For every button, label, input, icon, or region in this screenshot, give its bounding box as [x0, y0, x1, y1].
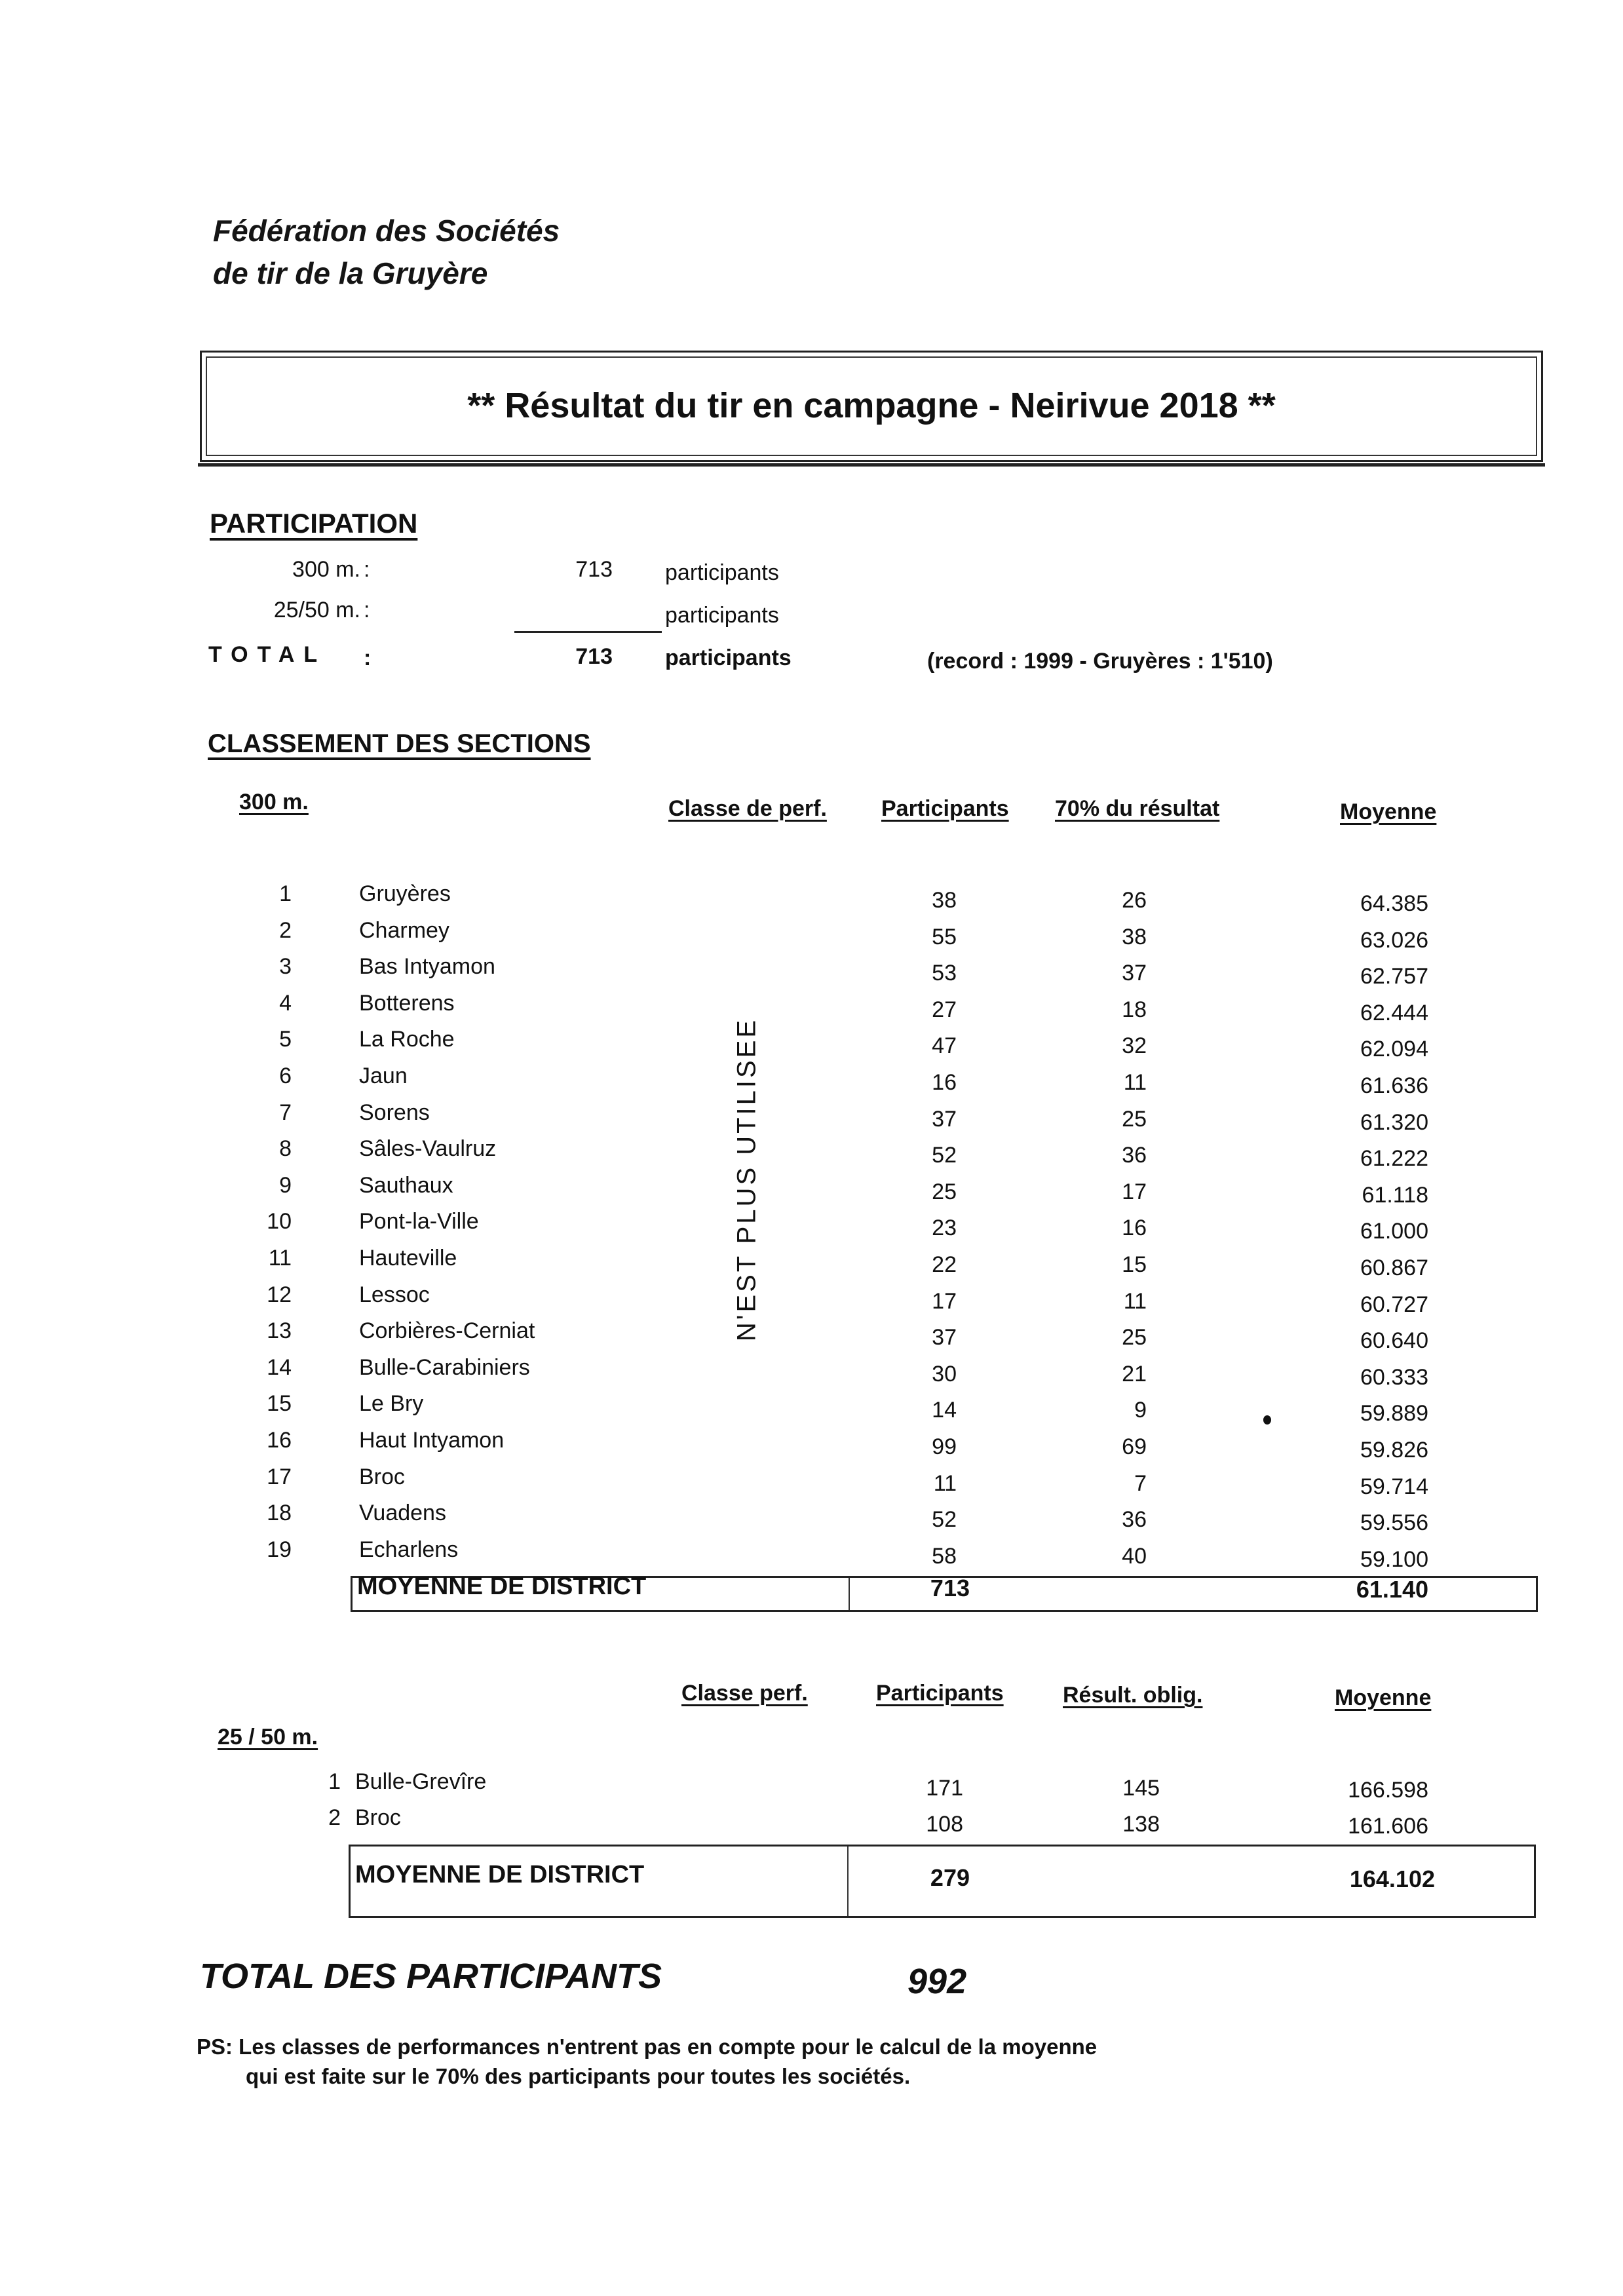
participation-total-colon: : — [364, 645, 372, 670]
participants-value: 52 — [932, 1507, 957, 1532]
section-name: Bulle-Grevîre — [355, 1769, 487, 1794]
stray-mark — [1263, 1415, 1271, 1425]
pct70-value: 7 — [1134, 1471, 1147, 1496]
section-name: Vuadens — [359, 1501, 446, 1525]
moyenne-value: 166.598 — [1348, 1778, 1428, 1803]
participation-300-label: 300 m. — [292, 557, 360, 582]
moyenne-value: 61.000 — [1360, 1219, 1428, 1244]
participation-total-value: 713 — [575, 644, 613, 669]
participants-value: 55 — [932, 925, 957, 949]
organization-name-line1: Fédération des Sociétés — [213, 214, 560, 248]
moyenne-value: 59.826 — [1360, 1438, 1428, 1463]
rank: 9 — [279, 1173, 292, 1198]
pct70-value: 18 — [1122, 997, 1147, 1022]
section-name: Charmey — [359, 918, 449, 943]
participation-total-label: TOTAL — [208, 642, 327, 667]
rank: 3 — [279, 954, 292, 979]
moyenne-value: 61.222 — [1360, 1146, 1428, 1171]
pct70-value: 38 — [1122, 925, 1147, 949]
organization-name-line2: de tir de la Gruyère — [213, 256, 488, 290]
participation-2550-colon: : — [364, 598, 370, 622]
rank: 18 — [267, 1501, 292, 1525]
rank: 1 — [328, 1769, 341, 1794]
section-300-label: 300 m. — [239, 790, 309, 814]
moyenne-value: 60.867 — [1360, 1255, 1428, 1280]
section-name: Broc — [355, 1805, 401, 1830]
classement-heading: CLASSEMENT DES SECTIONS — [208, 729, 591, 758]
rank: 1 — [279, 881, 292, 906]
section-name: Botterens — [359, 991, 455, 1016]
rank: 19 — [267, 1537, 292, 1562]
grand-total-label: TOTAL DES PARTICIPANTS — [200, 1957, 662, 1996]
record-note: (record : 1999 - Gruyères : 1'510) — [927, 649, 1273, 674]
moyenne-value: 59.100 — [1360, 1547, 1428, 1572]
pct70-value: 21 — [1122, 1362, 1147, 1387]
column-header-70pct: 70% du résultat — [1055, 796, 1220, 821]
column-header-2550-classe: Classe perf. — [681, 1681, 808, 1706]
rank: 8 — [279, 1136, 292, 1161]
column-header-2550-participants: Participants — [876, 1681, 1004, 1706]
moyenne-value: 61.320 — [1360, 1110, 1428, 1135]
pct70-value: 32 — [1122, 1033, 1147, 1058]
participants-value: 16 — [932, 1070, 957, 1095]
moyenne-value: 62.094 — [1360, 1037, 1428, 1062]
column-header-2550-moyenne: Moyenne — [1335, 1685, 1432, 1710]
participation-300-colon: : — [364, 557, 370, 582]
moyenne-value: 62.444 — [1360, 1001, 1428, 1025]
pct70-value: 9 — [1134, 1398, 1147, 1423]
section-name: Le Bry — [359, 1391, 424, 1416]
participants-value: 11 — [933, 1471, 957, 1496]
rank: 14 — [267, 1355, 292, 1380]
section-name: Haut Intyamon — [359, 1428, 505, 1453]
section-name: Sorens — [359, 1100, 430, 1125]
section-name: Sauthaux — [359, 1173, 453, 1198]
district-average-300-label: MOYENNE DE DISTRICT — [357, 1573, 647, 1600]
pct70-value: 36 — [1122, 1143, 1147, 1168]
participants-value: 25 — [932, 1179, 957, 1204]
pct70-value: 37 — [1122, 961, 1147, 985]
participants-value: 37 — [932, 1107, 957, 1132]
section-name: Corbières-Cerniat — [359, 1318, 535, 1343]
participation-300-unit: participants — [665, 560, 779, 585]
moyenne-value: 59.714 — [1360, 1474, 1428, 1499]
participation-300-value: 713 — [575, 557, 613, 582]
pct70-value: 25 — [1122, 1107, 1147, 1132]
participation-heading: PARTICIPATION — [210, 508, 418, 539]
participants-value: 99 — [932, 1434, 957, 1459]
moyenne-value: 62.757 — [1360, 964, 1428, 989]
rank: 12 — [267, 1282, 292, 1307]
section-name: Bas Intyamon — [359, 954, 495, 979]
district-average-2550-label: MOYENNE DE DISTRICT — [355, 1861, 645, 1888]
moyenne-value: 59.556 — [1360, 1510, 1428, 1535]
rank: 13 — [267, 1318, 292, 1343]
rank: 17 — [267, 1464, 292, 1489]
moyenne-value: 63.026 — [1360, 928, 1428, 953]
rank: 7 — [279, 1100, 292, 1125]
moyenne-value: 60.640 — [1360, 1328, 1428, 1353]
section-name: Sâles-Vaulruz — [359, 1136, 497, 1161]
pct70-value: 11 — [1123, 1289, 1147, 1314]
rank: 2 — [279, 918, 292, 943]
rank: 16 — [267, 1428, 292, 1453]
moyenne-value: 59.889 — [1360, 1401, 1428, 1426]
participants-value: 30 — [932, 1362, 957, 1387]
district-average-300-moyenne: 61.140 — [1356, 1576, 1428, 1603]
footnote-line1: PS: Les classes de performances n'entrent pas en compte pour le calcul de la moyenne — [197, 2035, 1098, 2059]
column-header-moyenne: Moyenne — [1340, 799, 1437, 824]
section-name: Hauteville — [359, 1246, 457, 1271]
result-value: 145 — [1122, 1776, 1160, 1801]
participants-value: 14 — [932, 1398, 957, 1423]
section-name: Pont-la-Ville — [359, 1209, 479, 1234]
participation-total-unit: participants — [665, 645, 792, 670]
moyenne-value: 60.333 — [1360, 1365, 1428, 1390]
section-name: Gruyères — [359, 881, 451, 906]
rank: 11 — [268, 1246, 292, 1271]
rank: 15 — [267, 1391, 292, 1416]
section-name: Jaun — [359, 1063, 408, 1088]
grand-total-value: 992 — [907, 1962, 967, 2001]
page-title: ** Résultat du tir en campagne - Neirivue 2018 ** — [467, 386, 1276, 425]
pct70-value: 15 — [1122, 1252, 1147, 1277]
section-name: La Roche — [359, 1027, 455, 1052]
pct70-value: 69 — [1122, 1434, 1147, 1459]
rank: 4 — [279, 991, 292, 1016]
rank: 10 — [267, 1209, 292, 1234]
district-average-2550-moyenne: 164.102 — [1349, 1866, 1435, 1892]
district-box-divider — [847, 1846, 849, 1916]
moyenne-value: 61.636 — [1360, 1073, 1428, 1098]
participants-value: 17 — [932, 1289, 957, 1314]
title-box — [200, 351, 1543, 462]
column-header-2550-result: Résult. oblig. — [1063, 1683, 1203, 1708]
participants-value: 108 — [926, 1812, 963, 1837]
participants-value: 22 — [932, 1252, 957, 1277]
pct70-value: 11 — [1123, 1070, 1147, 1095]
participants-value: 37 — [932, 1325, 957, 1350]
pct70-value: 26 — [1122, 888, 1147, 913]
participants-value: 52 — [932, 1143, 957, 1168]
participation-2550-unit: participants — [665, 603, 779, 628]
pct70-value: 17 — [1122, 1179, 1147, 1204]
column-header-participants: Participants — [881, 796, 1009, 821]
pct70-value: 40 — [1122, 1544, 1147, 1569]
participants-value: 23 — [932, 1215, 957, 1240]
pct70-value: 25 — [1122, 1325, 1147, 1350]
vertical-note — [727, 1017, 767, 1342]
section-name: Echarlens — [359, 1537, 459, 1562]
participation-2550-label: 25/50 m. — [273, 598, 360, 622]
participants-value: 53 — [932, 961, 957, 985]
moyenne-value: 60.727 — [1360, 1292, 1428, 1317]
moyenne-value: 61.118 — [1362, 1183, 1428, 1208]
rank: 5 — [279, 1027, 292, 1052]
section-name: Bulle-Carabiniers — [359, 1355, 530, 1380]
pct70-value: 16 — [1122, 1215, 1147, 1240]
footnote-line2: qui est faite sur le 70% des participants pour toutes les sociétés. — [246, 2064, 911, 2088]
participants-value: 47 — [932, 1033, 957, 1058]
pct70-value: 36 — [1122, 1507, 1147, 1532]
district-average-2550-participants: 279 — [930, 1864, 970, 1891]
participants-value: 171 — [926, 1776, 963, 1801]
column-header-classe: Classe de perf. — [668, 796, 827, 821]
sum-underline — [514, 631, 662, 633]
participants-value: 38 — [932, 888, 957, 913]
district-box-divider — [849, 1578, 850, 1610]
section-name: Lessoc — [359, 1282, 430, 1307]
district-average-300-participants: 713 — [930, 1575, 970, 1601]
moyenne-value: 161.606 — [1348, 1814, 1428, 1839]
moyenne-value: 64.385 — [1360, 891, 1428, 916]
result-value: 138 — [1122, 1812, 1160, 1837]
participants-value: 58 — [932, 1544, 957, 1569]
rank: 6 — [279, 1063, 292, 1088]
section-name: Broc — [359, 1464, 405, 1489]
vertical-note-text: N'EST PLUS UTILISEE — [732, 1017, 761, 1342]
rank: 2 — [328, 1805, 341, 1830]
section-2550-label: 25 / 50 m. — [218, 1725, 318, 1750]
participants-value: 27 — [932, 997, 957, 1022]
